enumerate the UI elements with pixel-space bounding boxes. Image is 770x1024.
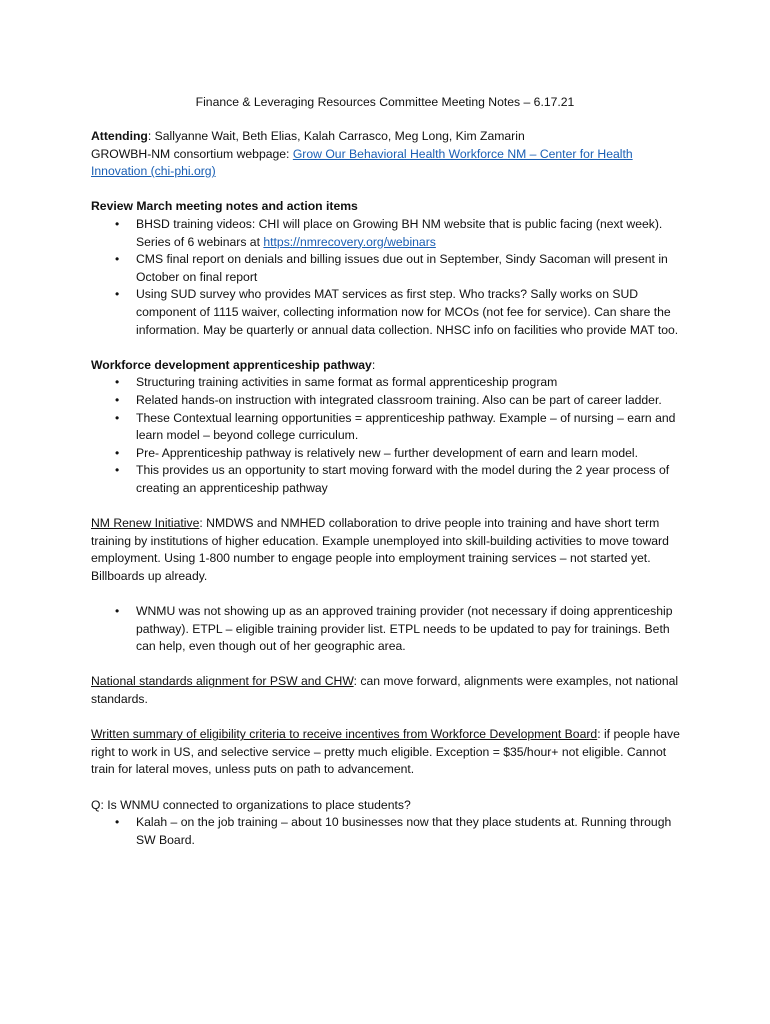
question-line: Q: Is WNMU connected to organizations to place students? [91, 797, 411, 812]
list-item: • This provides us an opportunity to start moving forward with the model during the 2 year process of creating an apprenticeship pathway [115, 463, 670, 495]
bullet: • [115, 392, 120, 407]
written-summary-paragraph: Written summary of eligibility criteria to receive incentives from Workforce Development Board: if people have right to work in US, and selective service – pretty much eligible. Exception = $35/hour+ not eligible. Cannot train for lateral moves, unless puts on path to advancement. [91, 727, 680, 777]
national-standards-paragraph: National standards alignment for PSW and CHW: can move forward, alignments were examples, not national standards. [91, 674, 679, 706]
bullet: • [115, 252, 120, 267]
nm-renew-list [91, 603, 681, 656]
consortium-prefix: GROWBH-NM consortium webpage: [91, 146, 293, 161]
attending-line [91, 128, 681, 146]
review-list [91, 216, 681, 339]
bullet: • [115, 815, 120, 830]
workforce-list [91, 374, 681, 497]
question-list [91, 814, 681, 849]
list-item: • Using SUD survey who provides MAT services as first step. Who tracks? Sally works on SUD component of 1115 waiver, collecting information now for MCOs (not fee for service). Can share the information. May be quarterly or annual data collection. NHSC info on facilities who provide MAT too. [115, 287, 679, 337]
list-item: • These Contextual learning opportunities = apprenticeship pathway. Example – of nursing – earn and learn model – beyond college curriculum. [115, 410, 676, 443]
bullet: • [115, 445, 120, 460]
national-standards-label: National standards alignment for PSW and CHW [91, 674, 354, 689]
nm-renew-label: NM Renew Initiative [91, 516, 200, 531]
list-item: • Related hands-on instruction with integrated classroom training. Also can be part of career ladder. [91, 392, 681, 410]
bullet: • [115, 287, 120, 302]
bullet: • [115, 216, 120, 231]
workforce-heading: Workforce development apprenticeship pathway: [91, 357, 376, 372]
page-title: Finance & Leveraging Resources Committee Meeting Notes – 6.17.21 [195, 95, 575, 109]
review-heading: Review March meeting notes and action items [91, 199, 358, 214]
attending-label: Attending [91, 129, 148, 143]
list-item: • BHSD training videos: CHI will place on Growing BH NM website that is public facing (next week). Series of 6 webinars at https://nmrecovery.org/webinars [115, 216, 663, 249]
list-item: • Pre- Apprenticeship pathway is relatively new – further development of earn and learn model. [91, 445, 681, 463]
bullet: • [115, 375, 120, 390]
attending-names: : Sallyanne Wait, Beth Elias, Kalah Carrasco, Meg Long, Kim Zamarin [147, 129, 525, 143]
bullet: • [115, 410, 120, 425]
written-summary-label: Written summary of eligibility criteria to receive incentives from Workforce Development Board [91, 727, 598, 742]
bullet: • [115, 604, 120, 619]
list-item: • Structuring training activities in same format as formal apprenticeship program [91, 374, 681, 392]
nm-renew-paragraph: NM Renew Initiative: NMDWS and NMHED collaboration to drive people into training and have short term training by institutions of higher education. Example unemployed into skill-building activities to move toward employment. Using 1-800 number to engage people into employment training services – not started yet. Billboards up already. [91, 516, 669, 583]
document-body [91, 128, 681, 849]
consortium-line [91, 146, 681, 181]
list-item: • CMS final report on denials and billing issues due out in September, Sindy Sacoman will present in October on final report [115, 252, 668, 284]
consortium-link[interactable]: Grow Our Behavioral Health Workforce NM – Center for Health Innovation (chi-phi.org) [91, 146, 633, 179]
bullet: • [115, 463, 120, 478]
list-item: • WNMU was not showing up as an approved training provider (not necessary if doing apprenticeship pathway). ETPL – eligible training provider list. ETPL needs to be updated to pay for trainings. Beth can help, even though out of her geographic area. [115, 604, 673, 654]
webinars-link[interactable]: https://nmrecovery.org/webinars [263, 234, 436, 249]
list-item: • Kalah – on the job training – about 10 businesses now that they place students at. Running through SW Board. [115, 815, 672, 847]
